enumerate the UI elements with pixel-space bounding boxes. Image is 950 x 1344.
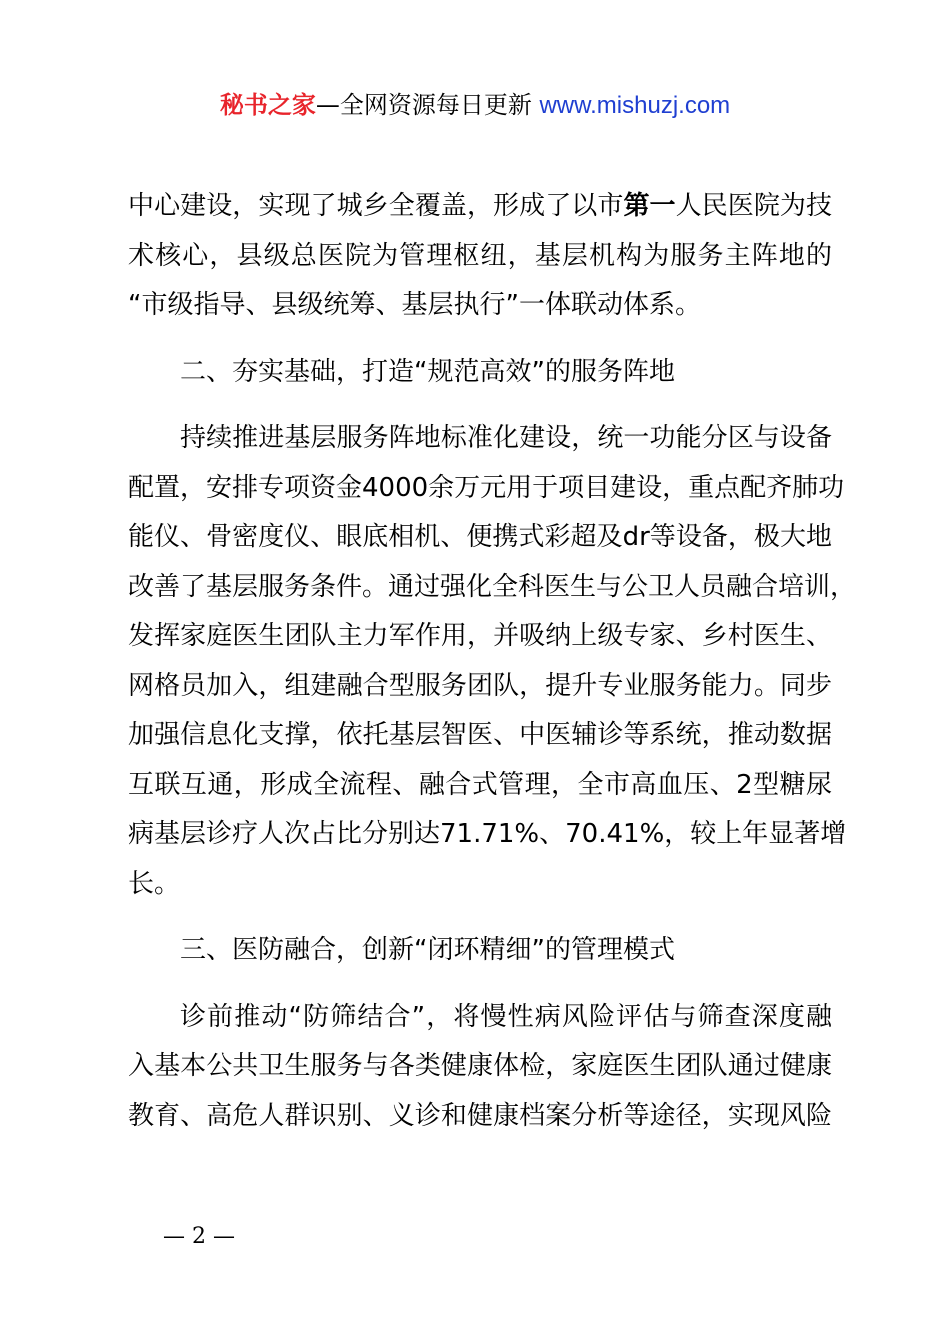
brand-name: 秘书之家 — [219, 91, 316, 119]
page-number: — 2 — — [163, 1224, 235, 1249]
paragraph-3-line: 诊前推动“防筛结合”，将慢性病风险评估与筛查深度融 — [180, 1001, 832, 1032]
header-tagline: —全网资源每日更新 — [315, 91, 540, 119]
paragraph-2-line: 加强信息化支撑，依托基层智医、中医辅诊等系统，推动数据 — [128, 720, 832, 750]
paragraph-2-line: 改善了基层服务条件。通过强化全科医生与公卫人员融合培训， — [128, 571, 857, 602]
paragraph-3-line: 入基本公共卫生服务与各类健康体检，家庭医生团队通过健康 — [128, 1051, 832, 1081]
paragraph-2-line: 互联互通，形成全流程、融合式管理，全市高血压、2型糖尿 — [128, 769, 832, 800]
paragraph-3-line: 教育、高危人群识别、义诊和健康档案分析等途径，实现风险 — [128, 1100, 832, 1131]
paragraph-2-line: 能仪、骨密度仪、眼底相机、便携式彩超及dr等设备，极大地 — [128, 522, 832, 552]
paragraph-1-line-3: “市级指导、县级统筹、基层执行”一体联动体系。 — [128, 290, 701, 320]
paragraph-2-line: 长。 — [128, 868, 181, 899]
paragraph-2-line: 病基层诊疗人次占比分别达71.71%、70.41%，较上年显著增 — [128, 819, 847, 849]
document-body — [128, 182, 857, 1141]
paragraph-1-line-1: 中心建设，实现了城乡全覆盖，形成了以市第一人民医院为技 — [128, 191, 832, 221]
paragraph-2-line: 持续推进基层服务阵地标准化建设，统一功能分区与设备 — [180, 423, 832, 453]
paragraph-1-line-2: 术核心，县级总医院为管理枢纽，基层机构为服务主阵地的 — [128, 240, 832, 271]
page-header — [0, 88, 950, 123]
paragraph-2-line: 配置，安排专项资金4000余万元用于项目建设，重点配齐肺功 — [128, 472, 845, 503]
site-url[interactable]: www.mishuzj.com — [539, 92, 731, 119]
paragraph-2-line: 发挥家庭医生团队主力军作用，并吸纳上级专家、乡村医生、 — [128, 621, 832, 651]
section-heading-2: 二、夯实基础，打造“规范高效”的服务阵地 — [180, 356, 675, 387]
bold-text: 第一 — [623, 191, 676, 221]
section-heading-3: 三、医防融合，创新“闭环精细”的管理模式 — [180, 935, 675, 965]
paragraph-2-line: 网格员加入，组建融合型服务团队，提升专业服务能力。同步 — [128, 670, 832, 701]
